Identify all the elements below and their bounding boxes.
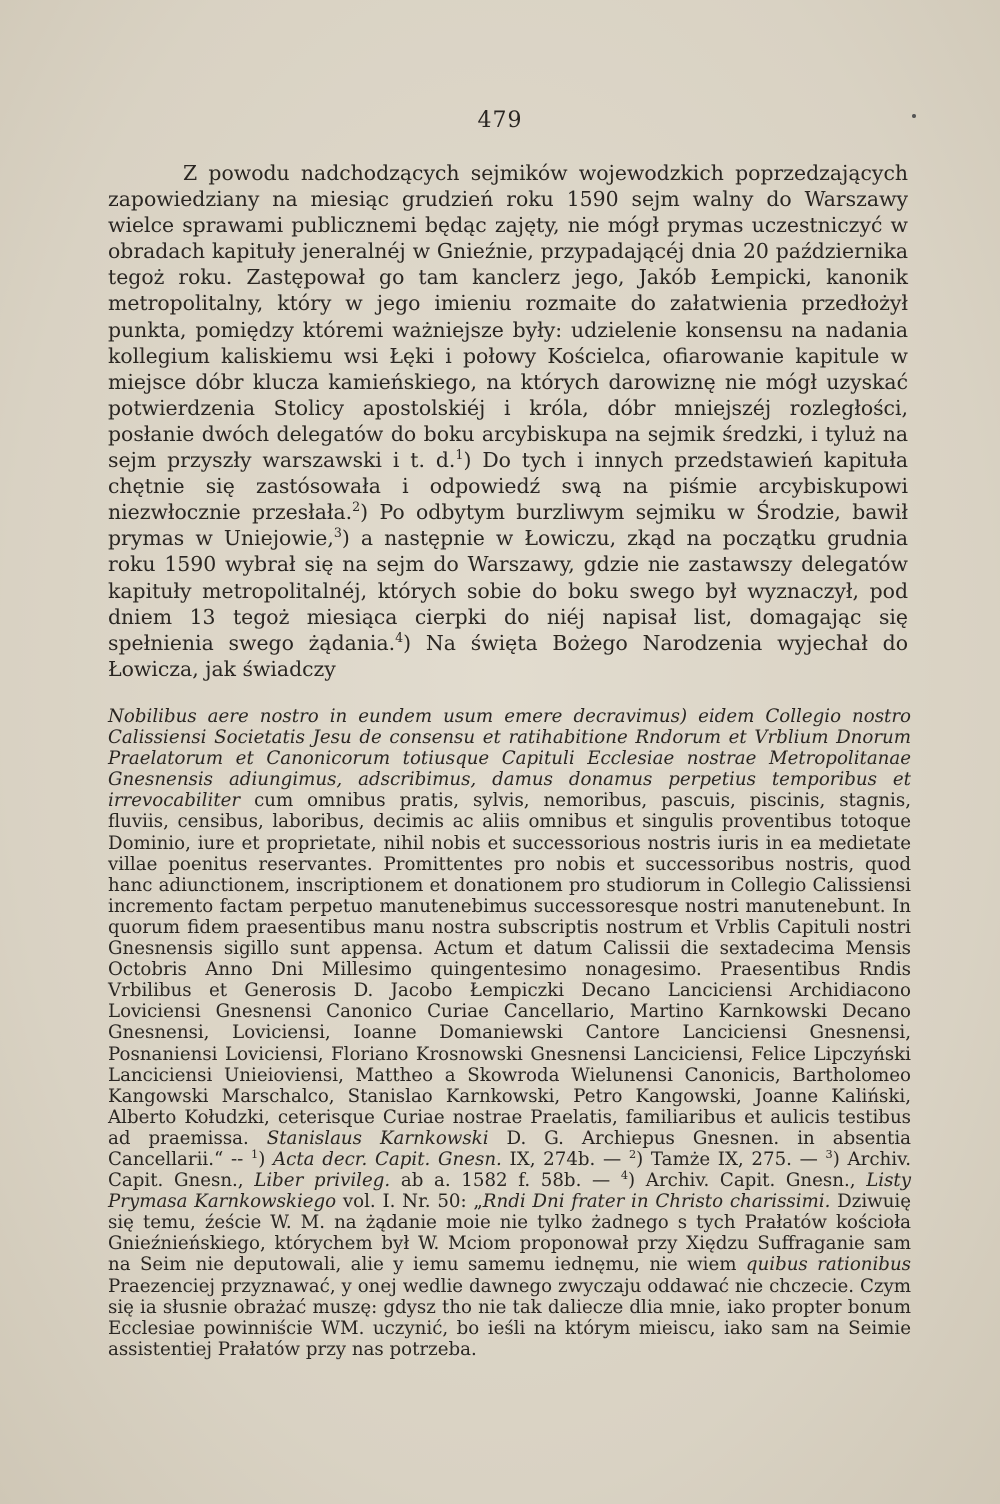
footnote-marker: 4 xyxy=(395,629,404,645)
text-run: ) a następnie w Łowiczu, zkąd na początku grudnia roku 1590 wybrał się na sejm do Warszawy, gdzie nie zastawszy delegatów kapituły metropolitalnéj, których sobie do boku swego był wyznaczył, pod dniem 13 tegoż miesiąca cierpki do niéj napisał list, domagając się spełnienia swego żądania. xyxy=(108,526,908,655)
italic-text: Stanislaus Karnkowski xyxy=(266,1127,489,1149)
footnote-marker: 2 xyxy=(628,1147,637,1161)
text-run: ab a. 1582 f. 58b. — xyxy=(390,1170,621,1192)
italic-text: Nobilibus aere nostro in eundem usum emere decravimus) eidem Collegio nostro Calissiensi Societatis Jesu de consensu et ratihabitione Rndorum et Vrblium Dnorum Praelatorum et Canonicorum totiusque Capituli Ecclesiae nostrae Metropolitanae Gnesnensis adiungimus, adscribimus, damus donamus perpetius temporibus et irrevocabiliter xyxy=(108,706,911,812)
text-run: ) Archiv. Capit. Gnesn., xyxy=(108,1148,911,1192)
text-run: ) Tamże IX, 275. — xyxy=(636,1148,826,1170)
text-run: ) Do tych i innych przedstawień kapituła chętnie się zastósowała i odpowiedź swą na piśmie arcybiskupowi niezwłocznie przesłała. xyxy=(108,448,908,525)
text-run: Z powodu nadchodzących sejmików wojewodzkich poprzedzających zapowiedziany na miesiąc grudzień roku 1590 sejm walny do Warszawy wielce sprawami publicznemi będąc zajęty, nie mógł prymas uczestniczyć w obradach kapituły jeneralnéj w Gnieźnie, przypadającéj dnia 20 października tegoż roku. Zastępował go tam kanclerz jego, Jakób Łempicki, kanonik metropolitalny, który w jego imieniu rozmaite do załatwienia przedłożył punkta, pomiędzy któremi ważniejsze były: udzielenie konsensu na nadania kollegium kaliskiemu wsi Łęki i połowy Kościelca, ofiarowanie kapitule w miejsce dóbr klucza kamieńskiego, na których darowiznę nie mógł uzyskać potwierdzenia Stolicy apostolskiéj i króla, dóbr mniejszéj rozległości, posłanie dwóch delegatów do boku arcybiskupa na sejmik średzki, i tyluż na sejm przyszły warszawski i t. d. xyxy=(108,161,908,473)
italic-text: Rndi Dni frater in Christo charissimi. xyxy=(482,1191,831,1213)
text-run: vol. I. Nr. 50: „ xyxy=(336,1191,483,1213)
footnote-marker: 2 xyxy=(352,499,361,515)
text-run: IX, 274b. — xyxy=(501,1148,629,1170)
italic-text: Liber privileg. xyxy=(254,1170,391,1192)
footnote-marker: 3 xyxy=(825,1147,833,1161)
text-run: ) Na święta Bożego Narodzenia wyjechał do Łowicza, jak świadczy xyxy=(108,630,908,681)
text-run: ) Archiv. Capit. Gnesn., xyxy=(628,1170,867,1192)
text-run: ) xyxy=(258,1148,274,1170)
page-number: 479 xyxy=(477,108,523,133)
text-run: cum omnibus pratis, sylvis, nemoribus, pascuis, piscinis, stagnis, fluviis, censibus, laboribus, decimis ac aliis omnibus et singulis proventibus totoque Dominio, iure et proprietate, nihil nobis et successorious nostris iuris in ea medietate villae poenitus reservantes. Promittentes pro nobis et successoribus nostris, quod hanc adiunctionem, inscriptionem et donationem pro studiorum in Collegio Calissiensi incremento factam perpetuo manutenebimus successoresque nostri manutenebunt. In quorum fidem praesentibus manu nostra subscriptis nostrum et Vrblis Capituli nostri Gnesnensis sigillo sunt appensa. Actum et datum Calissii die sextadecima Mensis Octobris Anno Dni Millesimo quingentesimo nonagesimo. Praesentibus Rndis Vrbilibus et Generosis D. Jacobo Łempiczki Decano Lanciciensi Archidiacono Loviciensi Gnesnensi Canonico Curiae Cancellario, Martino Karnkowski Decano Gnesnensi, Loviciensi, Ioanne Domaniewski Cantore Lanciciensi Gnesnensi, Posnaniensi Loviciensi, Floriano Krosnowski Gnesnensi Lanciciensi, Felice Lipczyński Lanciciensi Unieioviensi, Mattheo a Skowroda Wielunensi Canonicis, Bartholomeo Kangowski Marschalco, Stanislao Karnkowski, Petro Kangowski, Joanne Kaliński, Alberto Kołudzki, ceterisque Curiae nostrae Praelatis, familiaribus et aulicis testibus ad praemissa. xyxy=(108,790,911,1149)
italic-text: Listy Prymasa Karnkowskiego xyxy=(108,1170,911,1213)
ink-speck xyxy=(912,114,916,118)
footnote-marker: 1 xyxy=(455,447,464,463)
text-run: Dziwuię się temu, źeście W. M. na żądanie moie nie tylko żadnego s tych Prałatów kościoła Gnieźnieńskiego, którychem był W. Mciom proponował przy Xiędzu Suffraganie sam na Seim nie deputowali, alie y iemu samemu iednęmu, nie wiem xyxy=(108,1191,912,1276)
footnote-marker: 3 xyxy=(333,525,342,541)
text-run: ) Po odbytym burzliwym sejmiku w Środzie, bawił prymas w Uniejowie, xyxy=(108,500,908,551)
italic-text: Acta decr. Capit. Gnesn. xyxy=(273,1148,502,1170)
footnotes-block xyxy=(108,706,911,1360)
footnote-marker: 1 xyxy=(251,1147,259,1161)
body-paragraph xyxy=(108,160,908,682)
text-run: Praezenciej przyznawać, y onej wedlie dawnego zwyczaju oddawać nie chczecie. Czym się ia słusnie obrażać muszę: gdysz tho nie tak dalieczе dlia mnie, iako propter bonum Ecclesiae powinniście WM. uczynić, bo ieśli na którym mieiscu, iako sam na Seimie assistentiej Prałatów przy nas potrzeba. xyxy=(108,1275,911,1360)
text-run: D. G. Archiepus Gnesnen. in absentia Cancellarii.“ -- xyxy=(108,1127,911,1170)
footnote-marker: 4 xyxy=(620,1169,629,1182)
main-body-text xyxy=(108,160,908,682)
italic-text: quibus rationibus xyxy=(745,1254,912,1276)
footnote-paragraph xyxy=(108,706,911,1360)
